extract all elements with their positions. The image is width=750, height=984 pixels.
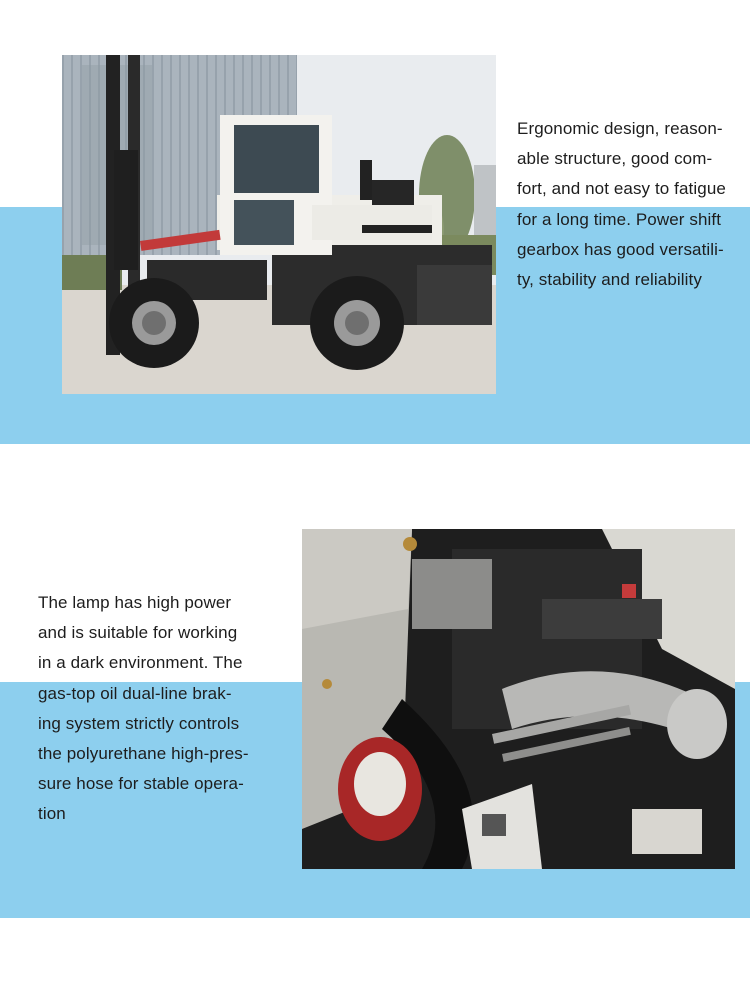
section-2-description: The lamp has high power and is suitable for working in a dark environment. The gas-top oil dual-line brak- ing system strictly controls the polyurethane high-pres- sure hose for stable opera- tion	[38, 593, 249, 824]
section-1-description: Ergonomic design, reason- able structure, good com- fort, and not easy to fatigue for a long time. Power shift gearbox has good versatili- ty, stability and reliability	[517, 119, 726, 290]
forklift-photo	[62, 55, 496, 394]
engine-photo	[302, 529, 735, 869]
